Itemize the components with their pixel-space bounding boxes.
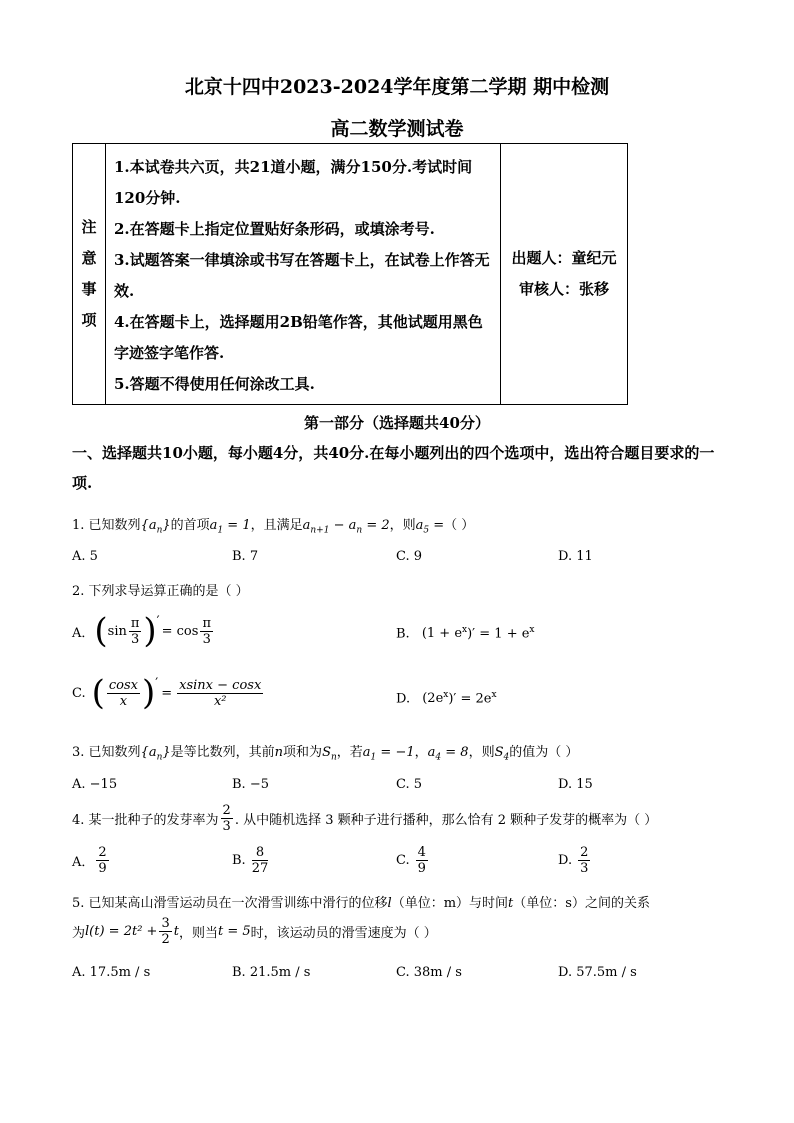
q2-option-b: B. $(1 + e^x)' = 1 + e^x$ xyxy=(396,625,535,642)
notice-label-char: 注 xyxy=(81,218,97,236)
notice-label-char: 项 xyxy=(81,311,97,329)
q4-option-d: D. $\frac{2}{3}$ xyxy=(558,845,589,876)
q3-option-a: A. −15 xyxy=(72,777,118,792)
question-4: 4. 某一批种子的发芽率为 $\frac{2}{3}$ . 从中随机选择 3 颗种子进行播种，那么恰有 2 颗种子发芽的概率为（ ） xyxy=(72,803,658,834)
q3-option-d: D. 15 xyxy=(558,777,593,792)
exam-subtitle: 高二数学测试卷 xyxy=(330,118,464,140)
part-title: 第一部分（选择题共40分） xyxy=(304,414,490,432)
q1-relation: $a_{n+1} - a_n = 2$ xyxy=(302,518,390,536)
q1-option-c: C. 9 xyxy=(396,549,423,564)
exam-title: 北京十四中2023-2024学年度第二学期 期中检测 xyxy=(184,76,610,98)
notice-item: 3.试题答案一律填涂或书写在答题卡上，在试卷上作答无效. xyxy=(114,251,490,300)
q3-option-c: C. 5 xyxy=(396,777,423,792)
q5-option-d: D. 57.5m / s xyxy=(558,965,637,980)
setter-name: 出题人：童纪元 xyxy=(511,249,617,267)
notice-label-char: 事 xyxy=(81,280,97,298)
notice-item: 2.在答题卡上指定位置贴好条形码，或填涂考号. xyxy=(114,220,435,238)
notice-item: 4.在答题卡上，选择题用2B铅笔作答，其他试题用黑色字迹签字笔作答. xyxy=(114,313,483,362)
notice-table xyxy=(72,143,628,405)
q1-option-d: D. 11 xyxy=(558,549,593,564)
q2-option-a: A． ( sin $\frac{\pi}{3}$ ) ′ = cos $\frac{\pi}{3}$ xyxy=(72,611,211,651)
reviewer-name: 审核人：张移 xyxy=(518,280,609,298)
question-5-line1: 5. 已知某高山滑雪运动员在一次滑雪训练中滑行的位移l（单位：m）与时间t（单位：s）之间的关系 xyxy=(72,896,650,911)
notice-label xyxy=(73,144,106,405)
q1-option-b: B. 7 xyxy=(232,549,259,564)
notice-people xyxy=(501,144,628,405)
q1-text: ，则 xyxy=(389,518,416,533)
q1-option-a: A. 5 xyxy=(72,549,98,564)
question-5-line2: 为 l(t) = 2t² + $\frac{3}{2}$ t ，则当 t = 5 时，该运动员的滑雪速度为（ ） xyxy=(72,916,437,947)
notice-item: 5.答题不得使用任何涂改工具. xyxy=(114,375,315,393)
q5-option-c: C. 38m / s xyxy=(396,965,462,980)
notice-item: 1.本试卷共六页，共21道小题，满分150分.考试时间120分钟. xyxy=(114,158,473,207)
q1-seq: $\{a_n\}$ xyxy=(140,518,171,536)
notice-label-char: 意 xyxy=(81,249,97,267)
section-instructions: 一、选择题共10小题，每小题4分，共40分.在每小题列出的四个选项中，选出符合题目要求的一项. xyxy=(72,444,715,492)
q2-option-d: D. $(2e^x)' = 2e^x$ xyxy=(396,690,497,707)
q1-text: （ ） xyxy=(444,518,475,533)
q1-text: ，且满足 xyxy=(250,518,303,533)
q2-option-c: C. ( $\frac{\cos x}{x}$ ) ′ = $\frac{xsinx - \cos x}{\text{x²}}$ xyxy=(72,673,262,713)
q4-option-c: C. $\frac{4}{9}$ xyxy=(396,845,426,876)
q1-text: 的首项 xyxy=(170,518,210,533)
question-3: 3. 已知数列$\{a_n\}$是等比数列，其前n项和为$S_n$，若$a_1 = -1$，$a_4 = 8$，则$S_4$的值为（ ） xyxy=(72,745,579,763)
q5-option-b: B. 21.5m / s xyxy=(232,965,311,980)
notice-items xyxy=(106,144,501,405)
q4-option-b: B. $\frac{8}{27}$ xyxy=(232,845,269,876)
q3-option-b: B. −5 xyxy=(232,777,269,792)
q4-option-a: A． $\frac{2}{9}$ xyxy=(72,845,107,876)
q1-a1: $a_1 = 1$ xyxy=(209,518,251,536)
question-1 xyxy=(72,514,474,536)
q1-a5: $a_5$ = xyxy=(415,518,445,536)
q5-option-a: A. 17.5m / s xyxy=(72,965,151,980)
q1-text: 1. 已知数列 xyxy=(72,518,141,533)
question-2: 2. 下列求导运算正确的是（ ） xyxy=(72,584,249,599)
